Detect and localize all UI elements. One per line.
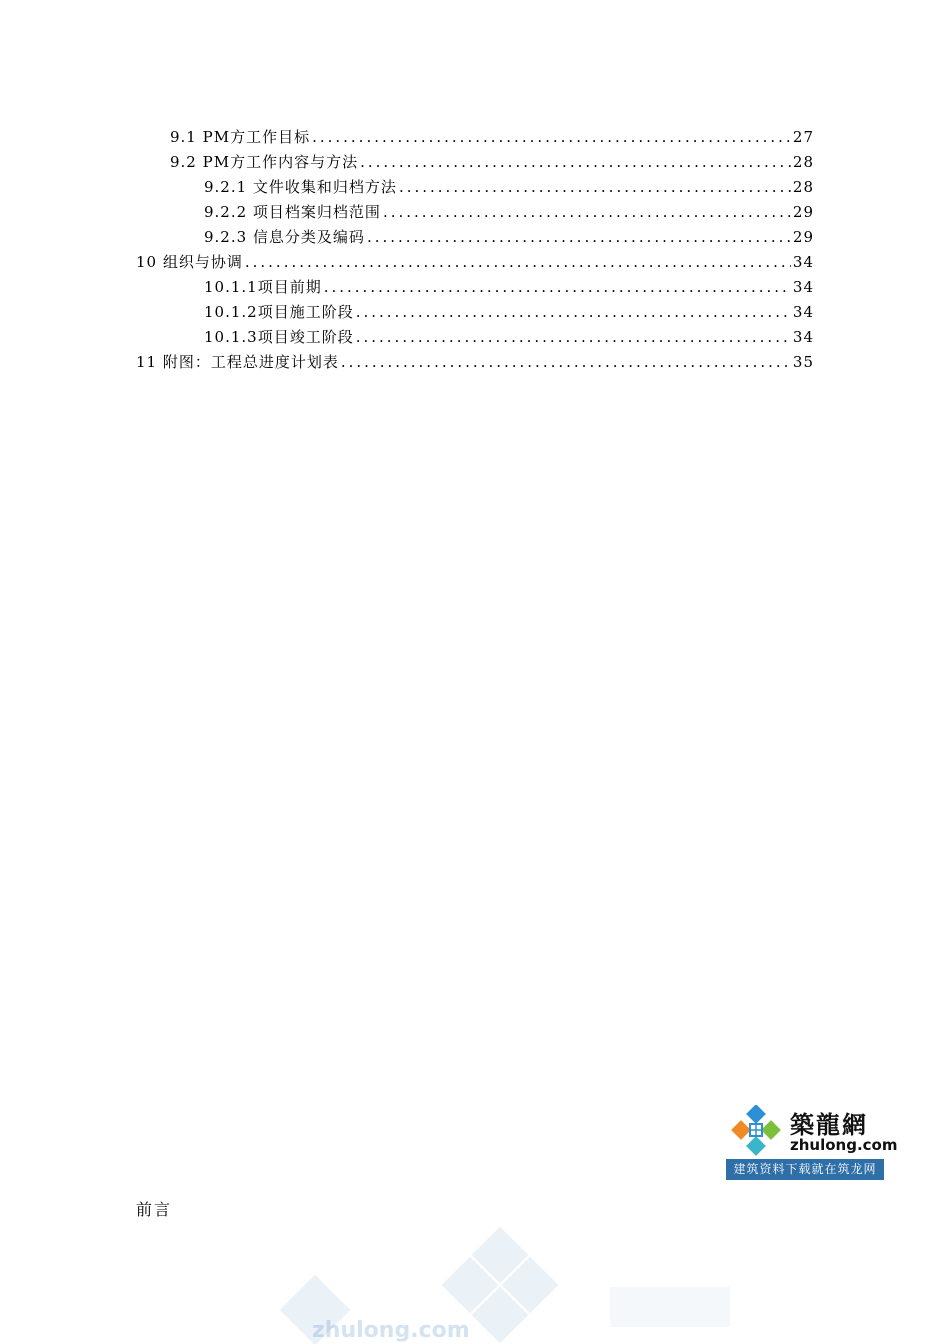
toc-entry[interactable]: [136, 151, 814, 176]
toc-entry[interactable]: [136, 201, 814, 226]
toc-entry-title: 9.2 PM方工作内容与方法: [170, 153, 359, 171]
toc-entry-page: 28: [792, 178, 814, 196]
toc-entry-title: 10.1.3项目竣工阶段: [204, 328, 354, 346]
toc-entry[interactable]: [136, 176, 814, 201]
toc-leader-dots: [341, 353, 791, 371]
snowflake-logo-icon: [728, 1105, 784, 1157]
toc-entry-page: 29: [792, 228, 814, 246]
toc-leader-dots: [356, 303, 791, 321]
toc-entry-title: 9.2.3 信息分类及编码: [204, 228, 365, 246]
toc-entry-page: 35: [792, 353, 814, 371]
logo-domain: zhulong.com: [790, 1136, 898, 1154]
toc-leader-dots: [356, 328, 791, 346]
logo-slogan: 建筑资料下载就在筑龙网: [726, 1159, 884, 1180]
toc-leader-dots: [360, 153, 791, 171]
toc-leader-dots: [383, 203, 791, 221]
table-of-contents: [136, 126, 814, 376]
preface-heading: 前言: [136, 1200, 173, 1219]
toc-entry-page: 34: [792, 253, 814, 271]
toc-entry-title: 10.1.1项目前期: [204, 278, 322, 296]
toc-entry-page: 34: [792, 303, 814, 321]
toc-entry[interactable]: [136, 351, 814, 376]
toc-entry-page: 27: [792, 128, 814, 146]
toc-entry[interactable]: [136, 326, 814, 351]
toc-leader-dots: [245, 253, 791, 271]
toc-entry-title: 10 组织与协调: [136, 253, 243, 271]
toc-leader-dots: [324, 278, 791, 296]
zhulong-logo[interactable]: [726, 1103, 898, 1180]
toc-entry-title: 9.2.2 项目档案归档范围: [204, 203, 381, 221]
toc-entry[interactable]: [136, 126, 814, 151]
toc-entry[interactable]: [136, 301, 814, 326]
toc-entry-page: 29: [792, 203, 814, 221]
toc-entry-page: 34: [792, 328, 814, 346]
toc-leader-dots: [312, 128, 791, 146]
toc-entry-title: 11 附图：工程总进度计划表: [136, 353, 339, 371]
watermark-text: zhulong.com: [312, 1318, 470, 1343]
toc-entry-page: 34: [792, 278, 814, 296]
logo-chinese-name: 築龍網: [790, 1110, 868, 1139]
toc-entry-title: 9.1 PM方工作目标: [170, 128, 311, 146]
toc-entry[interactable]: [136, 226, 814, 251]
toc-leader-dots: [367, 228, 791, 246]
toc-entry-title: 10.1.2项目施工阶段: [204, 303, 354, 321]
toc-entry-title: 9.2.1 文件收集和归档方法: [204, 178, 397, 196]
toc-leader-dots: [399, 178, 791, 196]
toc-entry[interactable]: [136, 276, 814, 301]
toc-entry[interactable]: [136, 251, 814, 276]
logo-top: [726, 1103, 898, 1159]
toc-entry-page: 28: [792, 153, 814, 171]
